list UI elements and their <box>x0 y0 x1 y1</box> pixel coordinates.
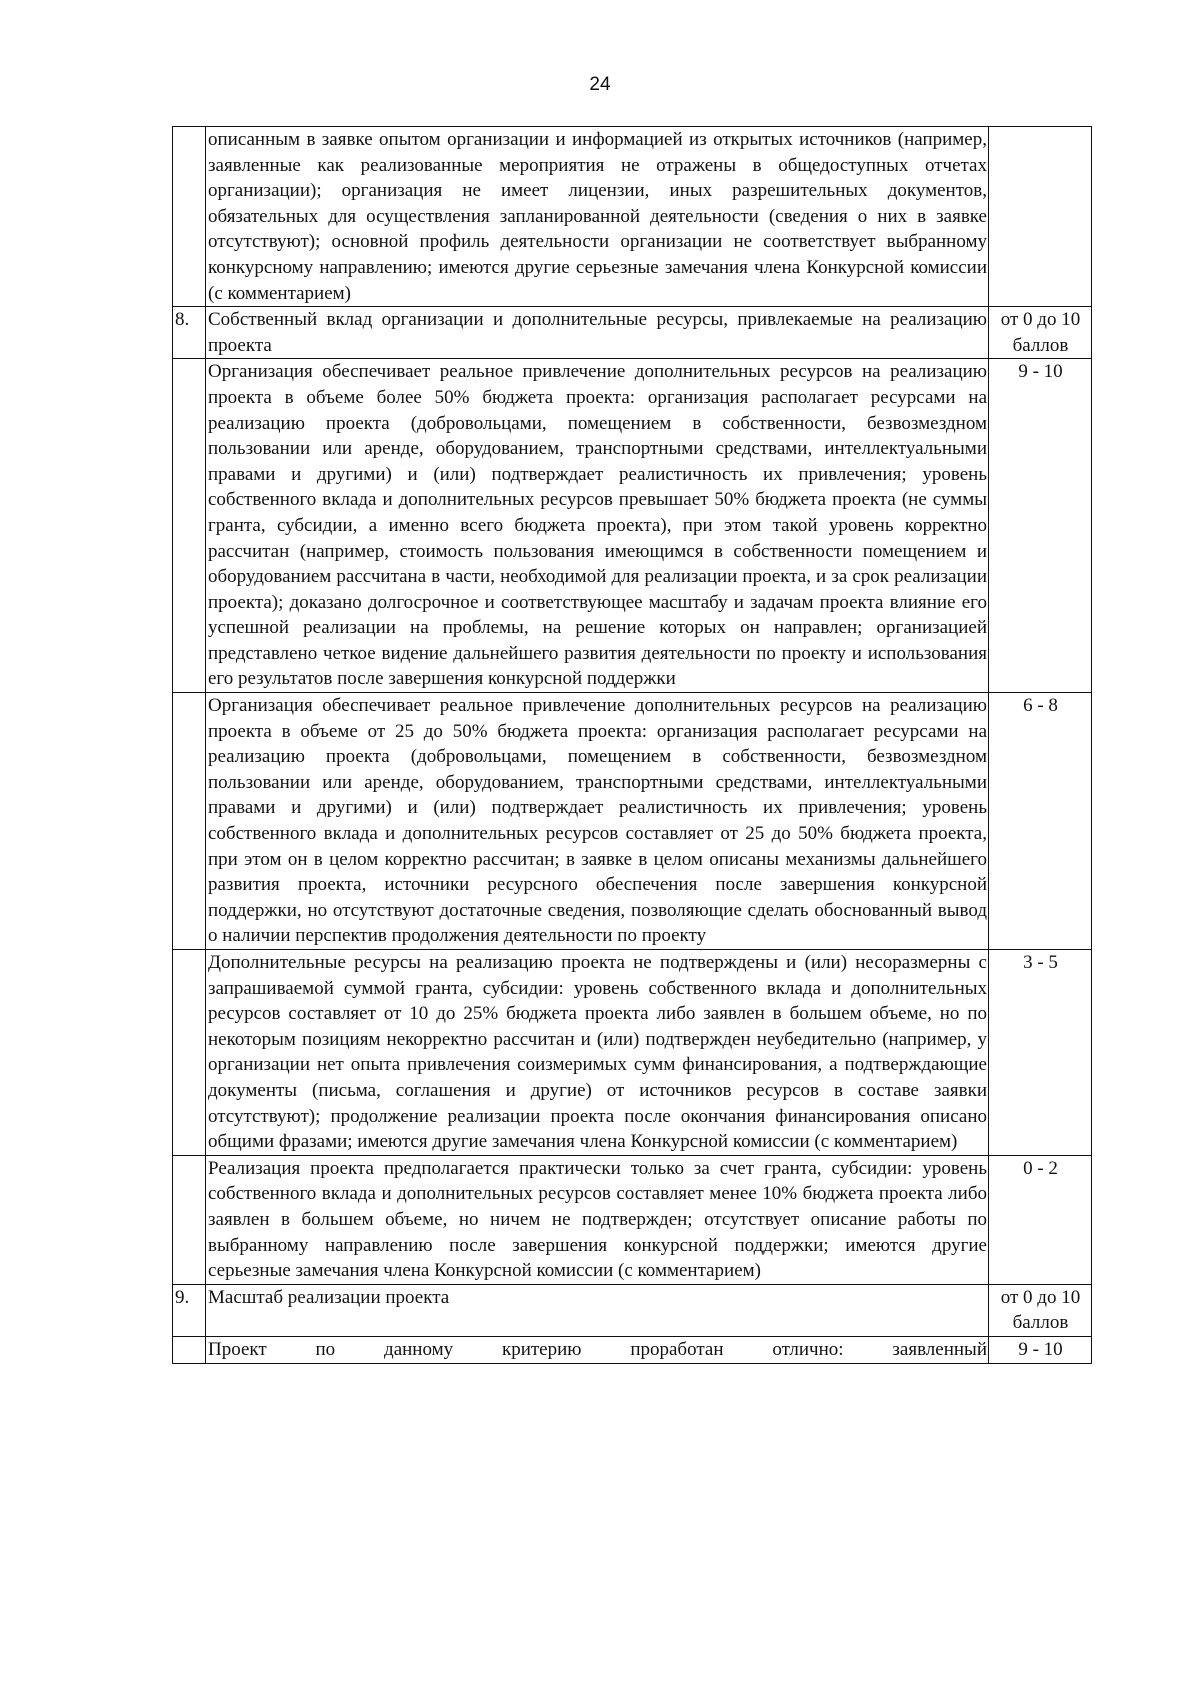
criterion-title: Собственный вклад организации и дополнительные ресурсы, привлекаемые на реализацию проекта <box>206 307 989 359</box>
level-description: Реализация проекта предполагается практически только за счет гранта, субсидии: уровень собственного вклада и дополнительных ресурсов составляет менее 10% бюджета проекта либо заявлен в большем объеме, но ничем не подтвержден; отсутствует описание работы по выбранному направлению после завершения конкурсной поддержки; имеются другие серьезные замечания члена Конкурсной комиссии (с комментарием) <box>206 1155 989 1284</box>
level-row <box>173 1336 1092 1363</box>
level-score: 9 - 10 <box>989 359 1092 693</box>
level-row <box>173 1155 1092 1284</box>
level-row <box>173 950 1092 1156</box>
level-description: Организация обеспечивает реальное привлечение дополнительных ресурсов на реализацию проекта в объеме от 25 до 50% бюджета проекта: организация располагает ресурсами на реализацию проекта (добровольцами, помещением в собственности, безвозмездном пользовании или аренде, оборудованием, транспортными средствами, интеллектуальными правами и другими) и (или) подтверждает реалистичность их привлечения; уровень собственного вклада и дополнительных ресурсов составляет от 25 до 50% бюджета проекта, при этом он в целом корректно рассчитан; в заявке в целом описаны механизмы дальнейшего развития проекта, источники ресурсного обеспечения после завершения конкурсной поддержки, но отсутствуют достаточные сведения, позволяющие сделать обоснованный вывод о наличии перспектив продолжения деятельности по проекту <box>206 693 989 950</box>
criterion-title: Масштаб реализации проекта <box>206 1284 989 1336</box>
level-description: Дополнительные ресурсы на реализацию проекта не подтверждены и (или) несоразмерны с запрашиваемой суммой гранта, субсидии: уровень собственного вклада и дополнительных ресурсов составляет от 10 до 25% бюджета проекта либо заявлен в большем объеме, но по некоторым позициям некорректно рассчитан и (или) подтвержден неубедительно (например, у организации нет опыта привлечения соизмеримых сумм финансирования, а подтверждающие документы (письма, соглашения и другие) от источников ресурсов в составе заявки отсутствуют); продолжение реализации проекта после окончания финансирования описано общими фразами; имеются другие замечания члена Конкурсной комиссии (с комментарием) <box>206 950 989 1156</box>
number-cell <box>173 1336 206 1363</box>
criterion-row-8 <box>173 307 1092 359</box>
level-score: 9 - 10 <box>989 1336 1092 1363</box>
level-score: 6 - 8 <box>989 693 1092 950</box>
table-row <box>173 127 1092 307</box>
number-cell <box>173 359 206 693</box>
number-cell <box>173 1155 206 1284</box>
number-cell <box>173 127 206 307</box>
number-cell <box>173 950 206 1156</box>
number-cell <box>173 693 206 950</box>
level-description: Проект по данному критерию проработан отлично: заявленный <box>206 1336 989 1363</box>
level-row <box>173 359 1092 693</box>
score-cell <box>989 127 1092 307</box>
page-number: 24 <box>589 74 611 95</box>
criterion-number: 9. <box>173 1284 206 1336</box>
level-score: 3 - 5 <box>989 950 1092 1156</box>
criterion-score-range: от 0 до 10 баллов <box>989 307 1092 359</box>
continued-description: описанным в заявке опытом организации и информацией из открытых источников (например, заявленные как реализованные мероприятия не отражены в общедоступных отчетах организации); организация не имеет лицензии, иных разрешительных документов, обязательных для осуществления запланированной деятельности (сведения о них в заявке отсутствуют); основной профиль деятельности организации не соответствует выбранному конкурсному направлению; имеются другие серьезные замечания члена Конкурсной комиссии (с комментарием) <box>206 127 989 307</box>
level-row <box>173 693 1092 950</box>
criterion-row-9 <box>173 1284 1092 1336</box>
criterion-score-range: от 0 до 10 баллов <box>989 1284 1092 1336</box>
level-description: Организация обеспечивает реальное привлечение дополнительных ресурсов на реализацию проекта в объеме более 50% бюджета проекта: организация располагает ресурсами на реализацию проекта (добровольцами, помещением в собственности, безвозмездном пользовании или аренде, оборудованием, транспортными средствами, интеллектуальными правами и другими) и (или) подтверждает реалистичность их привлечения; уровень собственного вклада и дополнительных ресурсов превышает 50% бюджета проекта (не суммы гранта, субсидии, а именно всего бюджета проекта), при этом такой уровень корректно рассчитан (например, стоимость пользования имеющимся в собственности помещением и оборудованием рассчитана в части, необходимой для реализации проекта, и за срок реализации проекта); доказано долгосрочное и соответствующее масштабу и задачам проекта влияние его успешной реализации на проблемы, на решение которых он направлен; организацией представлено четкое видение дальнейшего развития деятельности по проекту и использования его результатов после завершения конкурсной поддержки <box>206 359 989 693</box>
evaluation-criteria-table <box>172 126 1092 1364</box>
level-score: 0 - 2 <box>989 1155 1092 1284</box>
criterion-number: 8. <box>173 307 206 359</box>
